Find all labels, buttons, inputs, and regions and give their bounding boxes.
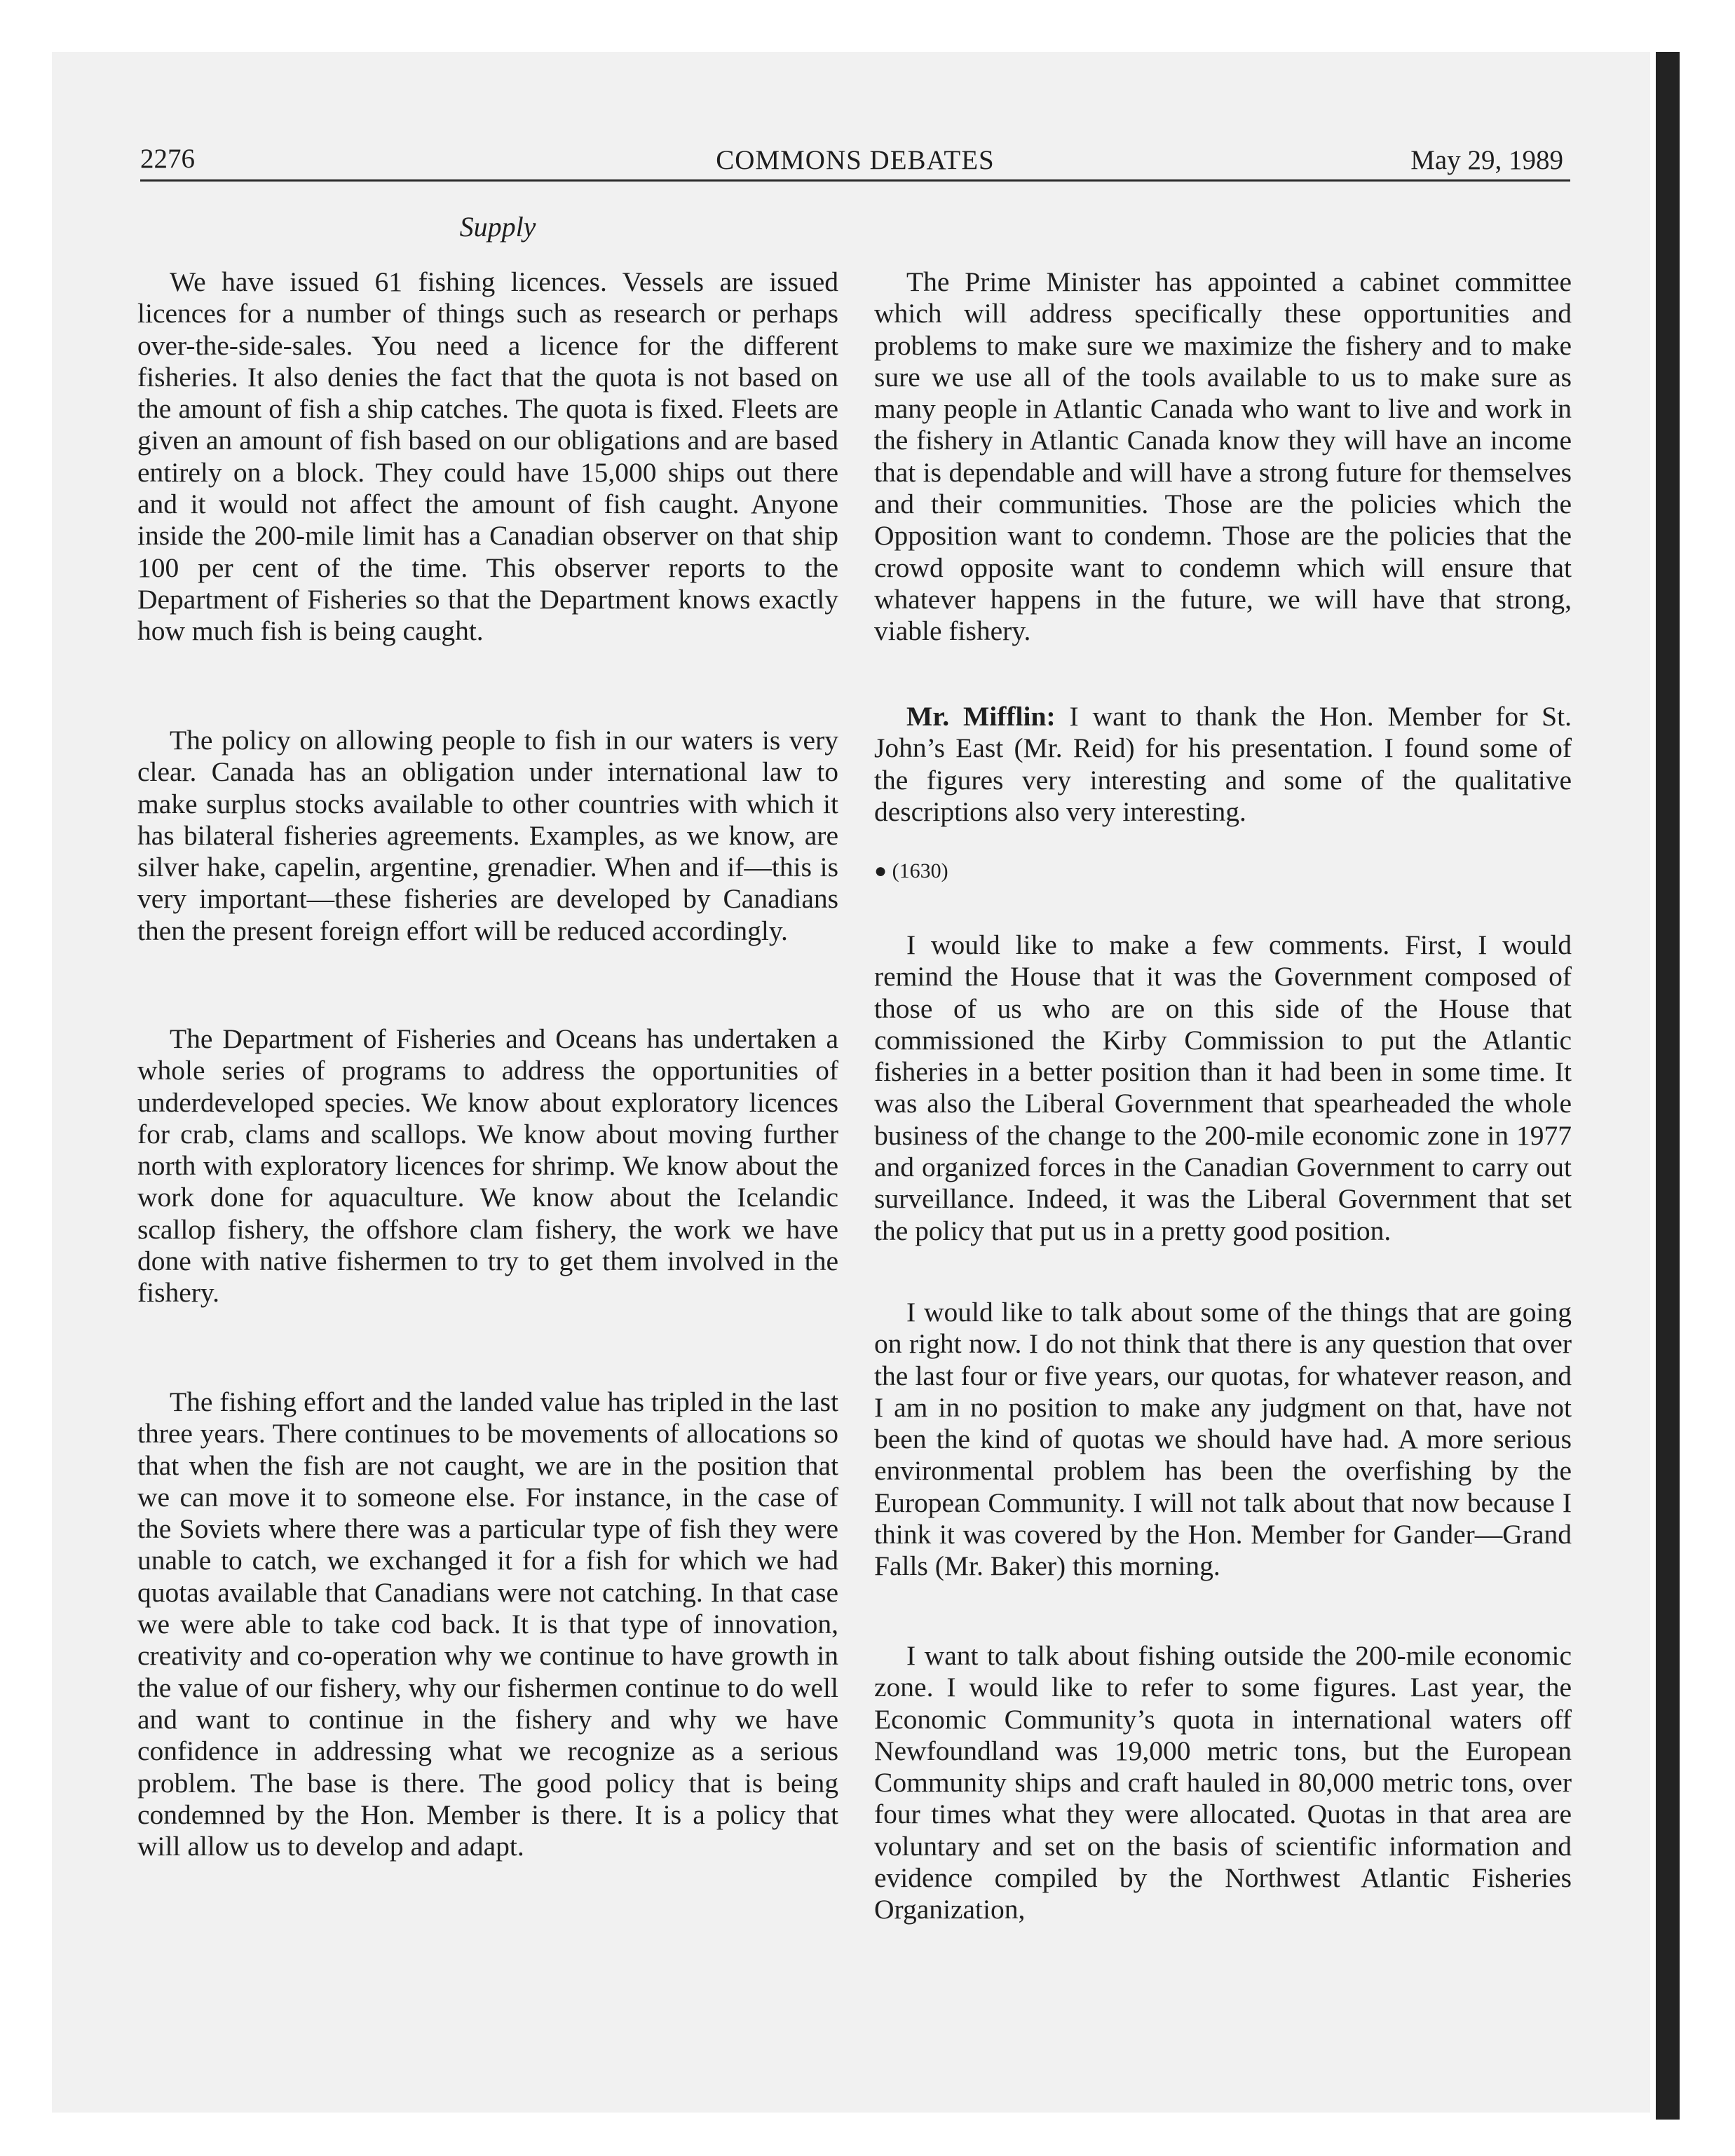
time-marker-block: [874, 855, 1572, 887]
paragraph-text: The policy on allowing people to fish in our waters is very clear. Canada has an obligation under international law to make surplus stocks available to other countries with which it has bilateral fisheries agreements. Examples, as we know, are silver hake, capelin, argentine, grenadier. When and if—this is very important—these fisheries are developed by Canadians then the present foreign effort will be reduced accordingly.: [137, 725, 838, 946]
paragraph-text: I want to talk about fishing outside the 200-mile economic zone. I would like to refer to some figures. Last year, the Economic Community’s quota in international waters off Newfoundland was 19,000 metric tons, but the European Community ships and craft hauled in 80,000 metric tons, over four times what they were allocated. Quotas in that area are voluntary and set on the basis of scientific information and evidence compiled by the Northwest Atlantic Fisheries Organization,: [874, 1640, 1572, 1925]
paragraph-text: The Department of Fisheries and Oceans has undertaken a whole series of programs to address the opportunities of underdeveloped species. We know about exploratory licences for crab, clams and scallops. We know about moving further north with exploratory licences for shrimp. We know about the work done for aquaculture. We know about the Icelandic scallop fishery, the offshore clam fishery, the work we have done with native fishermen to try to get them involved in the fishery.: [137, 1023, 838, 1309]
right-paragraph-5: [874, 1640, 1572, 1926]
right-paragraph-2: [874, 701, 1572, 828]
paragraph-text: I would like to talk about some of the things that are going on right now. I do not think that there is any question that over the last four or five years, our quotas, for whatever reason, and I am in no position to make any judgment on that, have not been the kind of quotas we should have had. A more serious environmental problem has been the overfishing by the European Community. I will not talk about that now because I think it was covered by the Hon. Member for Gander—Grand Falls (Mr. Baker) this morning.: [874, 1297, 1572, 1582]
page-number: 2276: [140, 144, 195, 174]
speech-paragraph: [874, 701, 1572, 828]
section-title: Supply: [459, 211, 536, 243]
right-paragraph-3: [874, 929, 1572, 1247]
left-paragraph-4: [137, 1386, 838, 1862]
right-paragraph-1: [874, 266, 1572, 648]
paragraph-text: I would like to make a few comments. First, I would remind the House that it was the Government composed of those of us who are on this side of the House that commissioned the Kirby Commission to put the Atlantic fisheries in a better position than it had been in some time. It was also the Liberal Government that spearheaded the whole business of the change to the 200-mile economic zone in 1977 and organized forces in the Canadian Government to carry out surveillance. Indeed, it was the Liberal Government that set the policy that put us in a pretty good position.: [874, 929, 1572, 1246]
left-paragraph-1: [137, 266, 838, 648]
left-paragraph-3: [137, 1023, 838, 1309]
speech-text: I want to thank the Hon. Member for St. John’s East (Mr. Reid) for his presentation. I found some of the figures very interesting and some of the qualitative descriptions also very interesting.: [874, 701, 1572, 827]
publication-title: COMMONS DEBATES: [716, 145, 995, 175]
header-rule: [140, 179, 1570, 182]
time-marker: ● (1630): [874, 859, 948, 882]
paragraph-text: The Prime Minister has appointed a cabinet committee which will address specifically these opportunities and problems to make sure we maximize the fishery and to make sure we use all of the tools available to us to make sure as many people in Atlantic Canada who want to live and work in the fishery in Atlantic Canada know they will have an income that is dependable and will have a strong future for themselves and their communities. Those are the policies which the Opposition want to condemn. Those are the policies that the crowd opposite want to condemn which will ensure that whatever happens in the future, we will have that strong, viable fishery.: [874, 266, 1572, 647]
paragraph-text: We have issued 61 fishing licences. Vessels are issued licences for a number of things such as research or perhaps over-the-side-sales. You need a licence for the different fisheries. It also denies the fact that the quota is not based on the amount of fish a ship catches. The quota is fixed. Fleets are given an amount of fish based on our obligations and are based entirely on a block. They could have 15,000 ships out there and it would not affect the amount of fish caught. Anyone inside the 200-mile limit has a Canadian observer on that ship 100 per cent of the time. This observer reports to the Department of Fisheries so that the Department knows exactly how much fish is being caught.: [137, 266, 838, 647]
left-paragraph-2: [137, 725, 838, 947]
page-header: [140, 137, 1570, 179]
publication-date: May 29, 1989: [1410, 145, 1563, 175]
speaker-name: Mr. Mifflin:: [906, 701, 1056, 732]
paragraph-text: The fishing effort and the landed value has tripled in the last three years. There continues to be movements of allocations so that when the fish are not caught, we are in the position that we can move it to someone else. For instance, in the case of the Soviets where there was a particular type of fish they were unable to catch, we exchanged it for a fish for which we had quotas available that Canadians were not catching. In that case we were able to take cod back. It is that type of innovation, creativity and co-operation why we continue to have growth in the value of our fishery, why our fishermen continue to do well and want to continue in the fishery and why we have confidence in addressing what we recognize as a serious problem. The base is there. The good policy that is being condemned by the Hon. Member is there. It is a policy that will allow us to develop and adapt.: [137, 1386, 838, 1862]
right-paragraph-4: [874, 1297, 1572, 1583]
scan-edge-bar: [1656, 52, 1680, 2120]
